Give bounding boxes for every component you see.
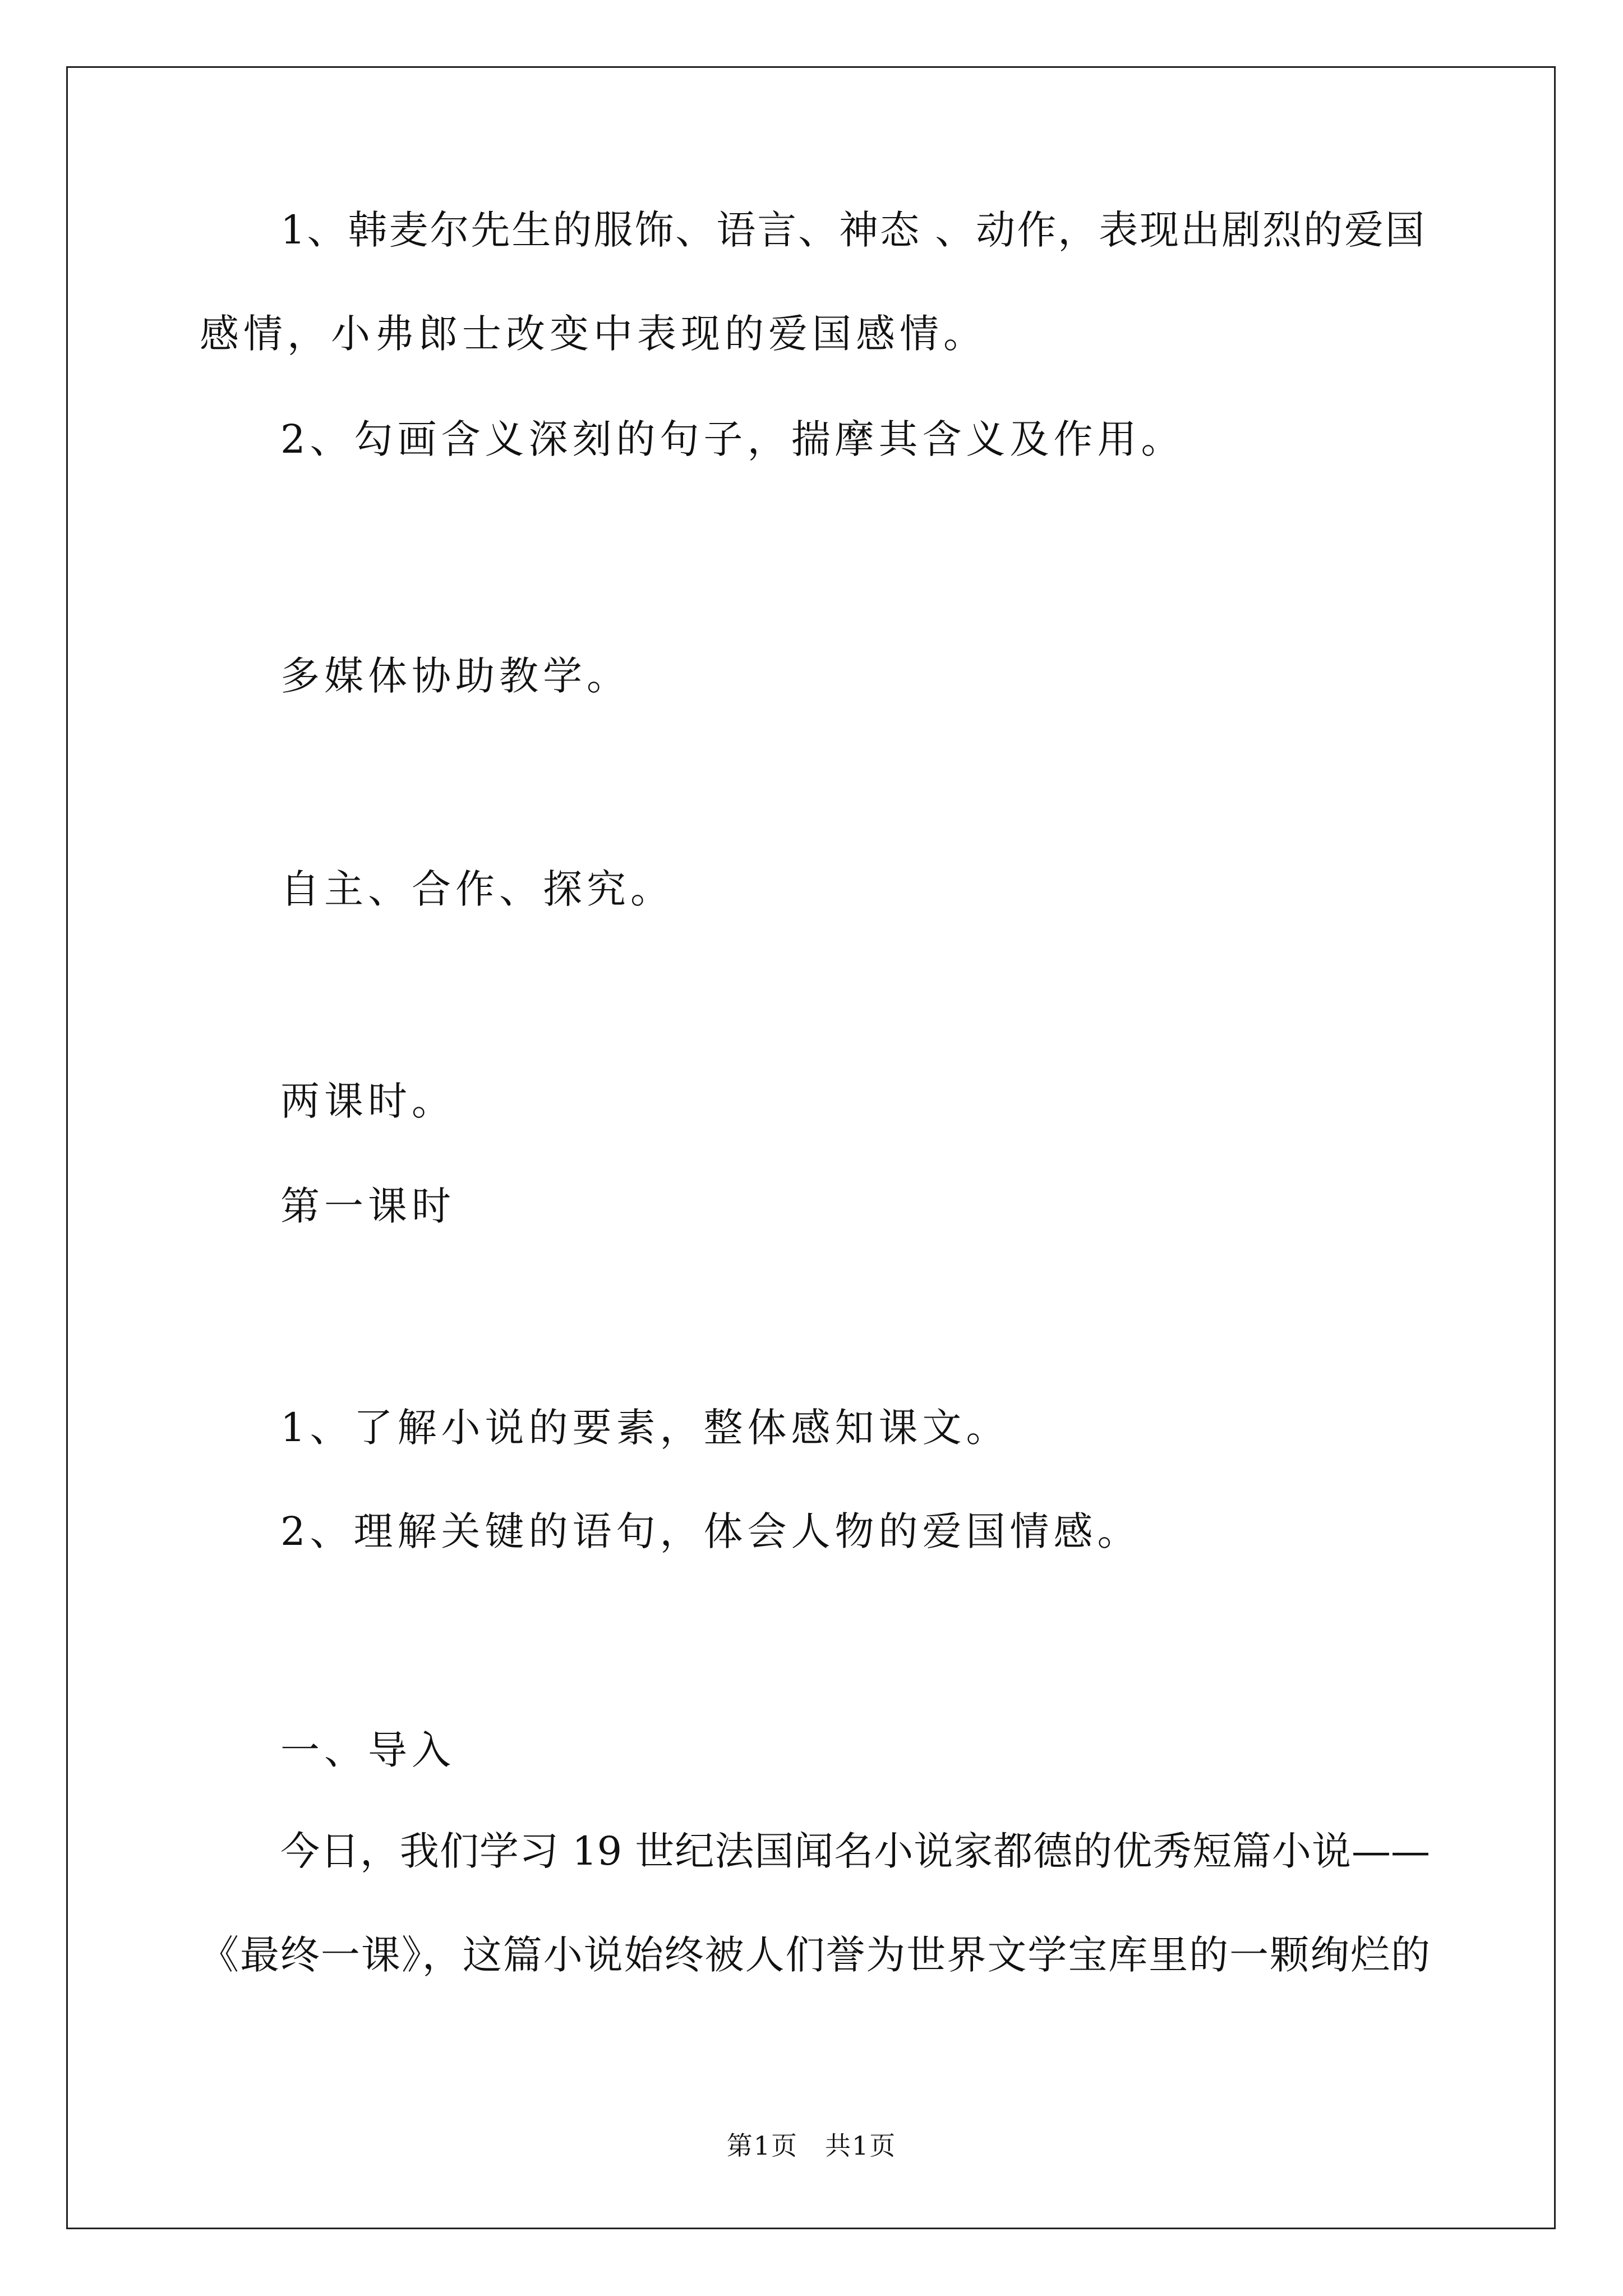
page-number-footer: 第1页 共1页 (726, 2131, 897, 2161)
section-heading: 第一课时 (280, 1183, 455, 1229)
subsection-heading: 一、导入 (280, 1727, 455, 1773)
page-border (66, 66, 1556, 2229)
paragraph-line-6: 两课时。 (280, 1078, 455, 1124)
paragraph-line-4: 多媒体协助教学。 (280, 653, 630, 699)
paragraph-line-8: 2、理解关键的语句，体会人物的爱国情感。 (280, 1508, 1141, 1554)
paragraph-line-3: 2、勾画含义深刻的句子，揣摩其含义及作用。 (280, 416, 1185, 462)
paragraph-line-10: 《最终一课》，这篇小说始终被人们誉为世界文学宝库里的一颗绚烂的 (200, 1932, 1430, 1978)
paragraph-line-2: 感情，小弗郎士改变中表现的爱国感情。 (200, 311, 987, 357)
paragraph-line-7: 1、了解小说的要素，整体感知课文。 (280, 1405, 1010, 1451)
paragraph-line-5: 自主、合作、探究。 (280, 866, 674, 912)
paragraph-line-9: 今日，我们学习 19 世纪法国闻名小说家都德的优秀短篇小说—— (280, 1828, 1430, 1874)
paragraph-line-1: 1、韩麦尔先生的服饰、语言、神态 、动作，表现出剧烈的爱国 (280, 207, 1424, 253)
